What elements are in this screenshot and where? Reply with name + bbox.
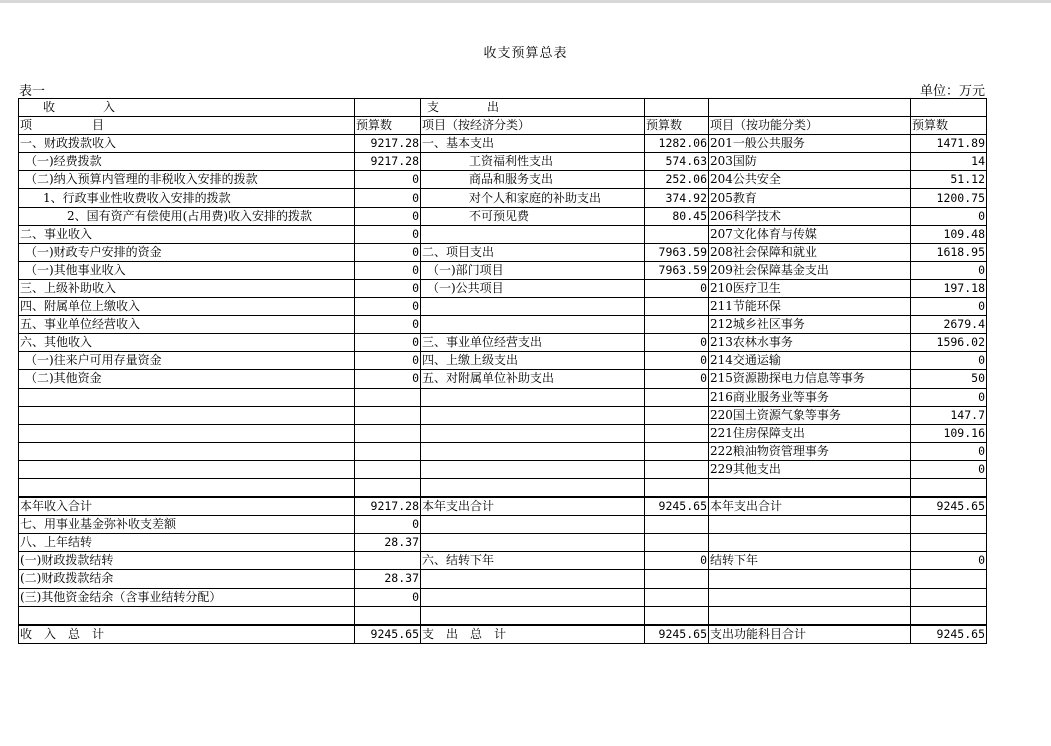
econ-budget-cell: 0 xyxy=(645,552,709,570)
income-budget-cell: 9245.65 xyxy=(355,625,421,644)
func-item-cell: 211节能环保 xyxy=(709,298,911,316)
income-item-cell xyxy=(19,478,355,497)
income-budget-cell: 28.37 xyxy=(355,534,421,552)
econ-item-cell xyxy=(421,588,645,606)
func-budget-cell: 0 xyxy=(911,261,987,279)
income-budget-cell: 9217.28 xyxy=(355,497,421,516)
income-budget-cell: 28.37 xyxy=(355,570,421,588)
table-row xyxy=(19,570,987,588)
func-item-cell: 220国土资源气象等事务 xyxy=(709,406,911,424)
table-number: 表一 xyxy=(19,84,46,99)
econ-budget-cell: 0 xyxy=(645,334,709,352)
header-econ: 项目（按经济分类） xyxy=(421,117,645,135)
income-budget-cell: 9217.28 xyxy=(355,135,421,153)
income-item-cell: （二)其他资金 xyxy=(19,370,355,388)
econ-budget-cell: 7963.59 xyxy=(645,261,709,279)
func-budget-cell: 0 xyxy=(911,298,987,316)
income-budget-cell: 0 xyxy=(355,279,421,297)
func-budget-cell xyxy=(911,588,987,606)
income-item-cell: 一、财政拨款收入 xyxy=(19,135,355,153)
func-budget-cell: 2679.4 xyxy=(911,316,987,334)
func-budget-cell: 0 xyxy=(911,460,987,478)
income-item-cell: 收 入 总 计 xyxy=(19,625,355,644)
table-row xyxy=(19,478,987,497)
income-budget-cell xyxy=(355,552,421,570)
econ-item-cell: 四、上缴上级支出 xyxy=(421,352,645,370)
income-budget-cell: 0 xyxy=(355,370,421,388)
func-budget-cell xyxy=(911,478,987,497)
econ-budget-cell: 7963.59 xyxy=(645,243,709,261)
econ-item-cell xyxy=(421,516,645,534)
table-row xyxy=(19,388,987,406)
func-item-cell: 221住房保障支出 xyxy=(709,424,911,442)
func-item-cell xyxy=(709,516,911,534)
header-budget-income: 预算数 xyxy=(355,117,421,135)
income-budget-cell xyxy=(355,460,421,478)
table-row xyxy=(19,588,987,606)
income-item-cell: （一)经费拨款 xyxy=(19,153,355,171)
func-item-cell: 206科学技术 xyxy=(709,207,911,225)
income-budget-cell xyxy=(355,388,421,406)
income-budget-cell: 0 xyxy=(355,207,421,225)
func-budget-cell: 51.12 xyxy=(911,171,987,189)
econ-budget-cell xyxy=(645,606,709,625)
econ-item-cell xyxy=(421,570,645,588)
func-budget-cell: 0 xyxy=(911,442,987,460)
func-budget-cell: 147.7 xyxy=(911,406,987,424)
header-budget-func: 预算数 xyxy=(911,117,987,135)
func-item-cell: 203国防 xyxy=(709,153,911,171)
econ-item-cell: 二、项目支出 xyxy=(421,243,645,261)
income-item-cell: (二)财政拨款结余 xyxy=(19,570,355,588)
income-budget-cell xyxy=(355,478,421,497)
income-item-cell: 2、国有资产有偿使用(占用费)收入安排的拨款 xyxy=(19,207,355,225)
func-item-cell: 209社会保障基金支出 xyxy=(709,261,911,279)
econ-item-cell xyxy=(421,478,645,497)
econ-budget-cell: 1282.06 xyxy=(645,135,709,153)
econ-item-cell: 六、结转下年 xyxy=(421,552,645,570)
econ-item-cell xyxy=(421,225,645,243)
econ-item-cell: （一)部门项目 xyxy=(421,261,645,279)
econ-budget-cell xyxy=(645,516,709,534)
func-item-cell xyxy=(709,534,911,552)
table-row xyxy=(19,334,987,352)
econ-budget-cell xyxy=(645,424,709,442)
econ-item-cell xyxy=(421,298,645,316)
func-budget-cell: 0 xyxy=(911,388,987,406)
econ-item-cell xyxy=(421,424,645,442)
header-row-2 xyxy=(19,117,987,135)
func-budget-cell xyxy=(911,570,987,588)
income-budget-cell: 0 xyxy=(355,588,421,606)
func-item-cell: 结转下年 xyxy=(709,552,911,570)
econ-item-cell xyxy=(421,316,645,334)
income-item-cell xyxy=(19,442,355,460)
func-budget-cell xyxy=(911,606,987,625)
econ-budget-cell xyxy=(645,534,709,552)
econ-budget-cell: 574.63 xyxy=(645,153,709,171)
func-item-cell: 208社会保障和就业 xyxy=(709,243,911,261)
func-item-cell: 207文化体育与传媒 xyxy=(709,225,911,243)
income-item-cell: 七、用事业基金弥补收支差额 xyxy=(19,516,355,534)
income-item-cell: （二)纳入预算内管理的非税收入安排的拨款 xyxy=(19,171,355,189)
econ-budget-cell xyxy=(645,570,709,588)
income-budget-cell: 0 xyxy=(355,352,421,370)
table-row xyxy=(19,225,987,243)
income-item-cell: 六、其他收入 xyxy=(19,334,355,352)
income-budget-cell: 0 xyxy=(355,225,421,243)
econ-budget-cell: 0 xyxy=(645,352,709,370)
table-row xyxy=(19,153,987,171)
table-row xyxy=(19,243,987,261)
econ-budget-cell xyxy=(645,225,709,243)
func-item-cell: 支出功能科目合计 xyxy=(709,625,911,644)
page-title: 收支预算总表 xyxy=(483,46,568,61)
func-budget-cell: 0 xyxy=(911,207,987,225)
table-row xyxy=(19,516,987,534)
func-item-cell: 222粮油物资管理事务 xyxy=(709,442,911,460)
income-item-cell: 三、上级补助收入 xyxy=(19,279,355,297)
econ-budget-cell xyxy=(645,442,709,460)
income-budget-cell: 9217.28 xyxy=(355,153,421,171)
econ-budget-cell: 374.92 xyxy=(645,189,709,207)
table-row xyxy=(19,261,987,279)
func-budget-cell: 0 xyxy=(911,552,987,570)
income-budget-cell: 0 xyxy=(355,334,421,352)
table-row xyxy=(19,298,987,316)
income-budget-cell xyxy=(355,606,421,625)
econ-budget-cell xyxy=(645,388,709,406)
econ-budget-cell: 0 xyxy=(645,370,709,388)
econ-budget-cell: 9245.65 xyxy=(645,625,709,644)
econ-budget-cell xyxy=(645,316,709,334)
econ-item-cell: 对个人和家庭的补助支出 xyxy=(421,189,645,207)
income-item-cell: （一)往来户可用存量资金 xyxy=(19,352,355,370)
income-budget-cell xyxy=(355,424,421,442)
table-row xyxy=(19,606,987,625)
top-border xyxy=(0,0,1051,3)
func-budget-cell: 9245.65 xyxy=(911,497,987,516)
header-expense: 支 出 xyxy=(421,99,645,117)
table-row xyxy=(19,497,987,516)
econ-item-cell xyxy=(421,406,645,424)
income-item-cell xyxy=(19,406,355,424)
table-row xyxy=(19,460,987,478)
func-item-cell xyxy=(709,478,911,497)
budget-summary-table xyxy=(18,98,987,644)
income-item-cell: 本年收入合计 xyxy=(19,497,355,516)
econ-budget-cell xyxy=(645,478,709,497)
econ-budget-cell: 9245.65 xyxy=(645,497,709,516)
table-row xyxy=(19,189,987,207)
income-item-cell xyxy=(19,606,355,625)
table-row xyxy=(19,552,987,570)
income-budget-cell xyxy=(355,442,421,460)
func-item-cell xyxy=(709,588,911,606)
table-row xyxy=(19,534,987,552)
table-row xyxy=(19,370,987,388)
unit-label: 单位：万元 xyxy=(919,84,985,99)
income-item-cell: 八、上年结转 xyxy=(19,534,355,552)
func-item-cell: 204公共安全 xyxy=(709,171,911,189)
econ-budget-cell xyxy=(645,588,709,606)
econ-item-cell: 工资福利性支出 xyxy=(421,153,645,171)
func-item-cell: 215资源勘探电力信息等事务 xyxy=(709,370,911,388)
func-item-cell: 214交通运输 xyxy=(709,352,911,370)
econ-item-cell: 三、事业单位经营支出 xyxy=(421,334,645,352)
income-budget-cell: 0 xyxy=(355,243,421,261)
econ-budget-cell: 252.06 xyxy=(645,171,709,189)
econ-item-cell xyxy=(421,534,645,552)
header-row-1 xyxy=(19,99,987,117)
income-item-cell: （一)其他事业收入 xyxy=(19,261,355,279)
func-budget-cell xyxy=(911,516,987,534)
income-item-cell: 五、事业单位经营收入 xyxy=(19,316,355,334)
table-row xyxy=(19,207,987,225)
func-budget-cell: 109.16 xyxy=(911,424,987,442)
func-item-cell xyxy=(709,570,911,588)
func-item-cell: 210医疗卫生 xyxy=(709,279,911,297)
income-budget-cell: 0 xyxy=(355,171,421,189)
header-item: 项 目 xyxy=(19,117,355,135)
table-row xyxy=(19,424,987,442)
econ-budget-cell xyxy=(645,460,709,478)
func-budget-cell: 1200.75 xyxy=(911,189,987,207)
income-item-cell: 四、附属单位上缴收入 xyxy=(19,298,355,316)
econ-item-cell xyxy=(421,388,645,406)
func-item-cell: 216商业服务业等事务 xyxy=(709,388,911,406)
func-item-cell: 213农林水事务 xyxy=(709,334,911,352)
income-item-cell: 1、行政事业性收费收入安排的拨款 xyxy=(19,189,355,207)
econ-budget-cell xyxy=(645,406,709,424)
income-item-cell: (一)财政拨款结转 xyxy=(19,552,355,570)
table-row xyxy=(19,171,987,189)
econ-budget-cell: 80.45 xyxy=(645,207,709,225)
func-item-cell: 本年支出合计 xyxy=(709,497,911,516)
econ-budget-cell xyxy=(645,298,709,316)
table-row xyxy=(19,442,987,460)
income-item-cell xyxy=(19,424,355,442)
table-row xyxy=(19,316,987,334)
income-budget-cell: 0 xyxy=(355,516,421,534)
income-item-cell xyxy=(19,460,355,478)
econ-item-cell: 一、基本支出 xyxy=(421,135,645,153)
income-budget-cell: 0 xyxy=(355,298,421,316)
header-func: 项目（按功能分类） xyxy=(709,117,911,135)
econ-item-cell xyxy=(421,442,645,460)
func-budget-cell: 0 xyxy=(911,352,987,370)
econ-item-cell xyxy=(421,460,645,478)
func-item-cell xyxy=(709,606,911,625)
income-item-cell xyxy=(19,388,355,406)
income-budget-cell xyxy=(355,406,421,424)
income-item-cell: 二、事业收入 xyxy=(19,225,355,243)
income-budget-cell: 0 xyxy=(355,316,421,334)
econ-item-cell: 商品和服务支出 xyxy=(421,171,645,189)
econ-item-cell: （一)公共项目 xyxy=(421,279,645,297)
func-item-cell: 205教育 xyxy=(709,189,911,207)
table-row xyxy=(19,279,987,297)
func-item-cell: 201一般公共服务 xyxy=(709,135,911,153)
income-item-cell: (三)其他资金结余（含事业结转分配） xyxy=(19,588,355,606)
func-budget-cell: 197.18 xyxy=(911,279,987,297)
table-row xyxy=(19,352,987,370)
func-budget-cell: 9245.65 xyxy=(911,625,987,644)
func-budget-cell: 1471.89 xyxy=(911,135,987,153)
table-row xyxy=(19,406,987,424)
func-budget-cell: 1618.95 xyxy=(911,243,987,261)
econ-item-cell: 不可预见费 xyxy=(421,207,645,225)
func-item-cell: 229其他支出 xyxy=(709,460,911,478)
func-budget-cell xyxy=(911,534,987,552)
header-income: 收 入 xyxy=(19,99,355,117)
income-budget-cell: 0 xyxy=(355,189,421,207)
func-budget-cell: 14 xyxy=(911,153,987,171)
econ-item-cell: 五、对附属单位补助支出 xyxy=(421,370,645,388)
func-budget-cell: 50 xyxy=(911,370,987,388)
table-row xyxy=(19,625,987,644)
func-budget-cell: 109.48 xyxy=(911,225,987,243)
income-item-cell: （一)财政专户安排的资金 xyxy=(19,243,355,261)
table-row xyxy=(19,135,987,153)
func-item-cell: 212城乡社区事务 xyxy=(709,316,911,334)
header-budget-econ: 预算数 xyxy=(645,117,709,135)
econ-budget-cell: 0 xyxy=(645,279,709,297)
func-budget-cell: 1596.02 xyxy=(911,334,987,352)
econ-item-cell: 本年支出合计 xyxy=(421,497,645,516)
econ-item-cell: 支 出 总 计 xyxy=(421,625,645,644)
econ-item-cell xyxy=(421,606,645,625)
income-budget-cell: 0 xyxy=(355,261,421,279)
